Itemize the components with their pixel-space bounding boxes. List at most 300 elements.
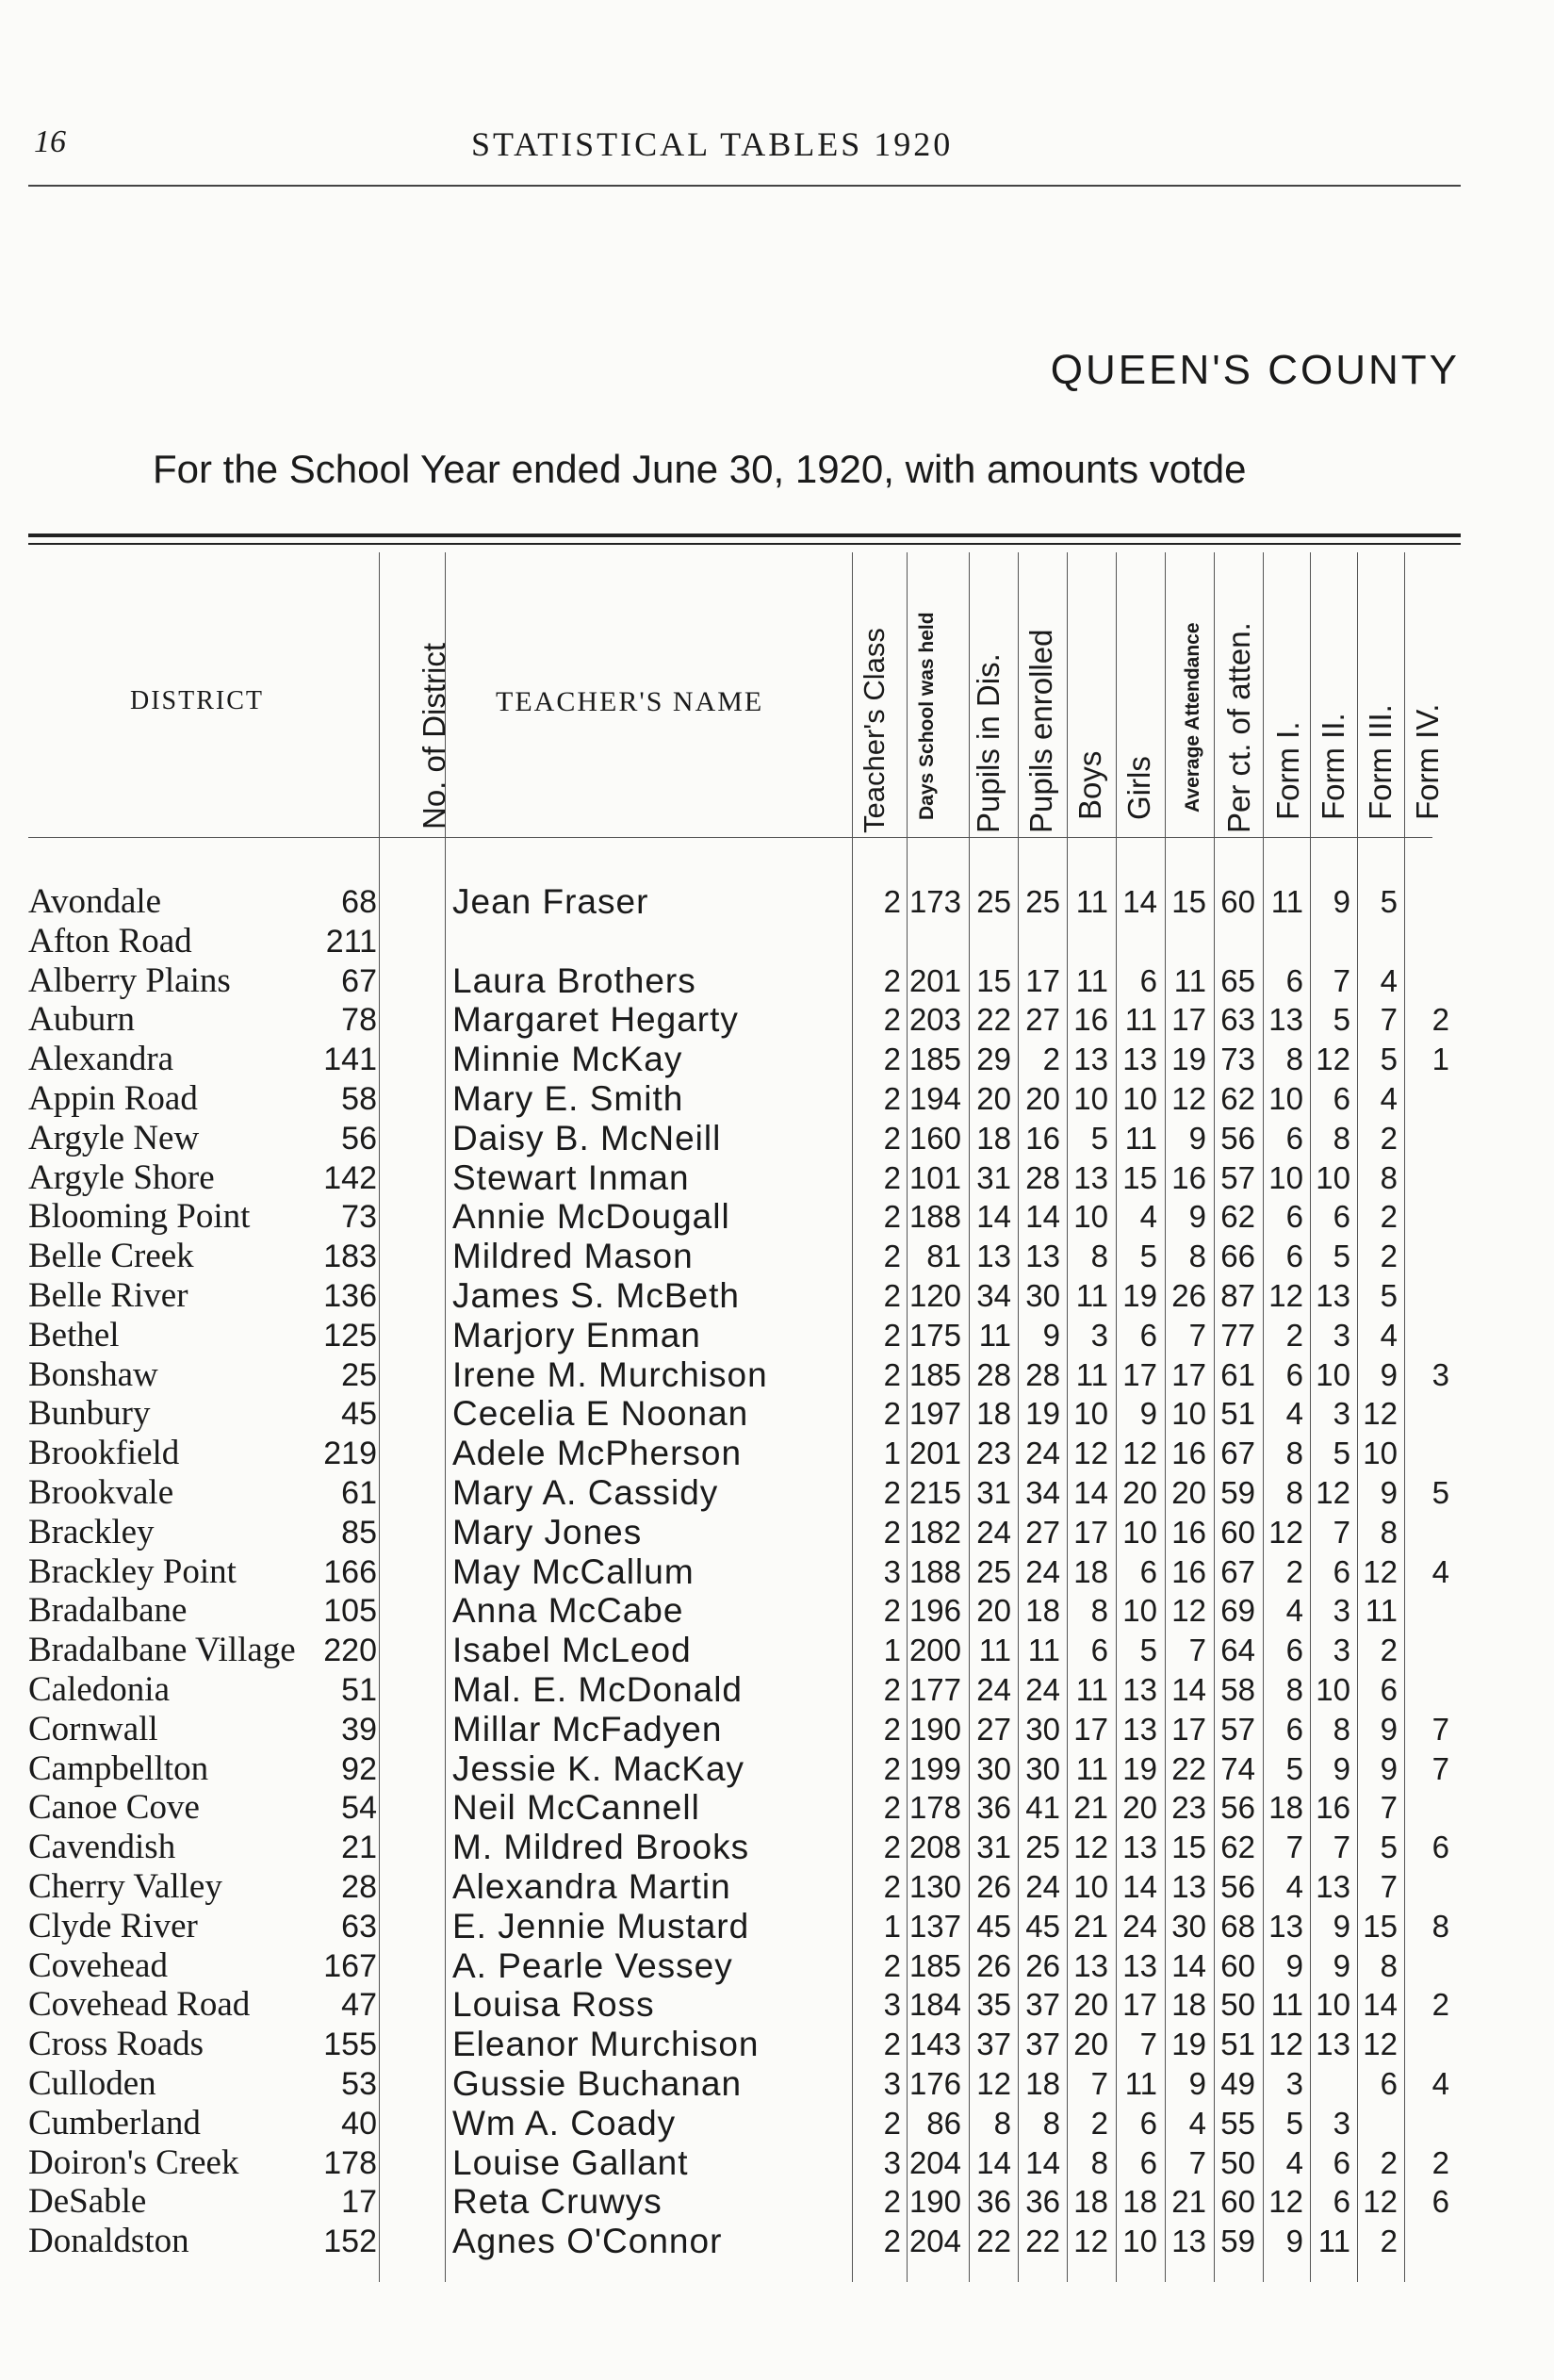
cell-cls: 2 (883, 1514, 901, 1550)
cell-pct: 56 (1220, 1790, 1255, 1826)
district-name: Covehead Road (28, 1985, 251, 2025)
cell-pct: 51 (1220, 1396, 1255, 1432)
table-row (0, 1946, 1554, 1986)
cell-days: 215 (908, 1475, 961, 1510)
county-title: QUEEN'S COUNTY (1050, 347, 1460, 393)
cell-pct: 51 (1220, 2027, 1255, 2062)
cell-boys: 11 (1075, 1356, 1108, 1392)
district-name: Appin Road (28, 1079, 198, 1118)
cell-f1: 18 (1268, 1790, 1303, 1826)
teacher-name: Mary E. Smith (452, 1079, 684, 1118)
cell-cls: 2 (883, 1790, 901, 1826)
cell-boys: 14 (1073, 1475, 1108, 1510)
cell-f3: 12 (1363, 2184, 1398, 2220)
cell-f2: 6 (1333, 2184, 1350, 2220)
table-row (0, 1000, 1554, 1040)
district-number: 211 (325, 923, 377, 960)
district-number: 67 (341, 962, 377, 999)
cell-boys: 8 (1090, 1593, 1108, 1629)
cell-boys: 5 (1090, 1120, 1108, 1156)
cell-avg: 9 (1188, 2066, 1206, 2101)
table-row (0, 1237, 1554, 1276)
district-name: Culloden (28, 2064, 156, 2103)
cell-days: 184 (908, 1987, 961, 2023)
cell-avg: 16 (1171, 1514, 1206, 1550)
cell-f1: 12 (1268, 1514, 1303, 1550)
table-row (0, 1197, 1554, 1237)
cell-avg: 7 (1188, 1317, 1206, 1353)
cell-avg: 7 (1188, 1633, 1206, 1668)
cell-f4: 5 (1431, 1475, 1449, 1510)
cell-cls: 2 (883, 1869, 901, 1904)
cell-f2: 3 (1333, 1593, 1350, 1629)
table-top-rule (28, 533, 1461, 537)
district-name: Avondale (28, 882, 162, 921)
cell-pupils: 12 (976, 2066, 1011, 2101)
cell-pupils: 37 (976, 2027, 1011, 2062)
cell-f2: 7 (1333, 962, 1350, 998)
cell-f4: 2 (1431, 1002, 1449, 1038)
cell-pct: 66 (1220, 1239, 1255, 1274)
district-name: Doiron's Creek (28, 2142, 239, 2182)
cell-cls: 2 (883, 1120, 901, 1156)
cell-girls: 10 (1122, 2224, 1157, 2259)
cell-days: 188 (908, 1199, 961, 1235)
teacher-name: Cecelia E Noonan (452, 1394, 749, 1434)
page-number: 16 (34, 124, 66, 159)
cell-pupils: 18 (976, 1396, 1011, 1432)
district-number: 61 (341, 1475, 377, 1511)
table-row (0, 1394, 1554, 1434)
cell-cls: 1 (883, 1908, 901, 1944)
cell-days: 178 (908, 1790, 961, 1826)
teacher-name: Mildred Mason (452, 1237, 694, 1276)
cell-days: 137 (908, 1908, 961, 1944)
cell-f1: 8 (1285, 1042, 1303, 1077)
cell-f2: 3 (1333, 1396, 1350, 1432)
cell-days: 182 (908, 1514, 961, 1550)
cell-f1: 8 (1285, 1436, 1303, 1471)
cell-girls: 6 (1139, 962, 1157, 998)
teacher-name: Laura Brothers (452, 960, 696, 1000)
cell-girls: 17 (1122, 1356, 1157, 1392)
cell-pupils: 25 (976, 1553, 1011, 1589)
cell-boys: 12 (1073, 2224, 1108, 2259)
district-number: 178 (323, 2144, 377, 2181)
cell-pct: 58 (1220, 1672, 1255, 1707)
table-row (0, 1828, 1554, 1867)
cell-avg: 14 (1171, 1672, 1206, 1707)
cell-f4: 6 (1431, 1830, 1449, 1865)
cell-avg: 15 (1171, 1830, 1206, 1865)
cell-enrolled: 11 (1027, 1633, 1060, 1668)
teacher-name: Louise Gallant (452, 2142, 689, 2182)
cell-f2: 10 (1316, 1159, 1350, 1195)
header-rule (28, 185, 1461, 187)
cell-f1: 6 (1285, 1356, 1303, 1392)
cell-f3: 2 (1380, 2144, 1398, 2180)
cell-f1: 6 (1285, 1711, 1303, 1747)
district-number: 152 (323, 2224, 377, 2260)
cell-girls: 13 (1122, 1947, 1157, 1983)
cell-boys: 20 (1073, 1987, 1108, 2023)
cell-pupils: 30 (976, 1750, 1011, 1786)
cell-pct: 73 (1220, 1042, 1255, 1077)
cell-avg: 7 (1188, 2144, 1206, 2180)
cell-boys: 11 (1075, 962, 1108, 998)
cell-days: 199 (908, 1750, 961, 1786)
cell-boys: 2 (1090, 2105, 1108, 2141)
cell-f1: 2 (1285, 1317, 1303, 1353)
cell-pct: 56 (1220, 1869, 1255, 1904)
cell-pct: 50 (1220, 1987, 1255, 2023)
cell-boys: 7 (1090, 2066, 1108, 2101)
district-number: 54 (341, 1790, 377, 1827)
cell-girls: 20 (1122, 1475, 1157, 1510)
cell-f3: 9 (1380, 1475, 1398, 1510)
cell-girls: 14 (1122, 884, 1157, 919)
cell-enrolled: 8 (1042, 2105, 1060, 2141)
district-number: 167 (323, 1947, 377, 1984)
cell-boys: 8 (1090, 1239, 1108, 1274)
district-number: 166 (323, 1553, 377, 1590)
teacher-name: Agnes O'Connor (452, 2222, 723, 2261)
table-row (0, 2064, 1554, 2104)
district-number: 125 (323, 1317, 377, 1354)
district-name: Alexandra (28, 1040, 174, 1079)
cell-boys: 17 (1073, 1514, 1108, 1550)
cell-avg: 14 (1171, 1947, 1206, 1983)
teacher-name: Millar McFadyen (452, 1709, 723, 1748)
cell-girls: 7 (1139, 2027, 1157, 2062)
cell-f2: 3 (1333, 1317, 1350, 1353)
cell-days: 143 (908, 2027, 961, 2062)
teacher-name: Isabel McLeod (452, 1631, 692, 1670)
teacher-name: Jessie K. MacKay (452, 1748, 745, 1788)
cell-enrolled: 14 (1025, 1199, 1060, 1235)
running-title: STATISTICAL TABLES 1920 (471, 125, 954, 163)
cell-f3: 15 (1363, 1908, 1398, 1944)
district-name: Covehead (28, 1945, 168, 1985)
cell-girls: 19 (1122, 1278, 1157, 1313)
district-number: 155 (323, 2027, 377, 2063)
cell-enrolled: 24 (1025, 1869, 1060, 1904)
district-number: 39 (341, 1711, 377, 1748)
cell-pct: 77 (1220, 1317, 1255, 1353)
district-number: 141 (323, 1042, 377, 1078)
cell-cls: 3 (883, 1553, 901, 1589)
cell-f2: 7 (1333, 1514, 1350, 1550)
cell-pupils: 25 (976, 884, 1011, 919)
cell-f3: 5 (1380, 1278, 1398, 1313)
cell-f1: 6 (1285, 1633, 1303, 1668)
teacher-name: Eleanor Murchison (452, 2025, 760, 2064)
table-row (0, 1749, 1554, 1789)
cell-f4: 7 (1431, 1750, 1449, 1786)
cell-enrolled: 16 (1025, 1120, 1060, 1156)
cell-enrolled: 37 (1025, 2027, 1060, 2062)
cell-f4: 6 (1431, 2184, 1449, 2220)
cell-girls: 10 (1122, 1593, 1157, 1629)
cell-enrolled: 22 (1025, 2224, 1060, 2259)
district-name: Auburn (28, 1000, 136, 1040)
table-row (0, 1158, 1554, 1198)
cell-enrolled: 20 (1025, 1081, 1060, 1116)
cell-cls: 2 (883, 1317, 901, 1353)
table-row (0, 961, 1554, 1001)
cell-boys: 13 (1073, 1042, 1108, 1077)
cell-f3: 2 (1380, 1239, 1398, 1274)
cell-avg: 19 (1171, 1042, 1206, 1077)
cell-pupils: 24 (976, 1672, 1011, 1707)
district-name: Belle Creek (28, 1237, 194, 1276)
cell-f3: 10 (1363, 1436, 1398, 1471)
table-row (0, 1670, 1554, 1710)
cell-avg: 15 (1171, 884, 1206, 919)
cell-f2: 8 (1333, 1711, 1350, 1747)
table-row (0, 1591, 1554, 1631)
cell-pct: 59 (1220, 1475, 1255, 1510)
teacher-name: A. Pearle Vessey (452, 1945, 733, 1985)
cell-f2: 10 (1316, 1987, 1350, 2023)
cell-pupils: 31 (976, 1159, 1011, 1195)
cell-pct: 74 (1220, 1750, 1255, 1786)
cell-f1: 11 (1270, 1987, 1303, 2023)
cell-enrolled: 28 (1025, 1356, 1060, 1392)
cell-f3: 2 (1380, 1633, 1398, 1668)
cell-girls: 24 (1122, 1908, 1157, 1944)
district-number: 68 (341, 884, 377, 920)
cell-pct: 62 (1220, 1199, 1255, 1235)
district-number: 92 (341, 1750, 377, 1787)
cell-girls: 6 (1139, 1553, 1157, 1589)
column-header-no-of-district: No. of District (417, 642, 451, 829)
cell-boys: 13 (1073, 1159, 1108, 1195)
cell-boys: 13 (1073, 1947, 1108, 1983)
cell-f2: 13 (1316, 1869, 1350, 1904)
column-header-form-1: Form I. (1270, 721, 1305, 820)
table-row (0, 1552, 1554, 1592)
cell-avg: 18 (1171, 1987, 1206, 2023)
district-name: Brookvale (28, 1473, 174, 1512)
cell-avg: 17 (1171, 1002, 1206, 1038)
district-name: Cross Roads (28, 2025, 204, 2064)
cell-f2: 10 (1316, 1672, 1350, 1707)
district-name: Bethel (28, 1315, 120, 1354)
cell-girls: 13 (1122, 1672, 1157, 1707)
district-number: 56 (341, 1120, 377, 1157)
teacher-name: Reta Cruwys (452, 2182, 662, 2222)
cell-pct: 56 (1220, 1120, 1255, 1156)
cell-girls: 11 (1124, 1002, 1157, 1038)
table-row (0, 1710, 1554, 1749)
cell-enrolled: 26 (1025, 1947, 1060, 1983)
cell-pupils: 34 (976, 1278, 1011, 1313)
cell-f3: 7 (1380, 1869, 1398, 1904)
cell-pupils: 26 (976, 1947, 1011, 1983)
cell-f1: 6 (1285, 1120, 1303, 1156)
cell-cls: 3 (883, 2144, 901, 2180)
cell-pupils: 11 (978, 1317, 1011, 1353)
cell-cls: 2 (883, 1672, 901, 1707)
cell-enrolled: 13 (1025, 1239, 1060, 1274)
cell-days: 200 (908, 1633, 961, 1668)
cell-f3: 4 (1380, 962, 1398, 998)
cell-f1: 12 (1268, 1278, 1303, 1313)
table-row (0, 2104, 1554, 2143)
district-name: Bonshaw (28, 1354, 158, 1394)
cell-girls: 11 (1124, 2066, 1157, 2101)
cell-boys: 10 (1073, 1396, 1108, 1432)
cell-cls: 2 (883, 2105, 901, 2141)
cell-pupils: 18 (976, 1120, 1011, 1156)
cell-pct: 50 (1220, 2144, 1255, 2180)
cell-pct: 60 (1220, 2184, 1255, 2220)
district-number: 47 (341, 1987, 377, 2024)
cell-f2: 9 (1333, 1908, 1350, 1944)
cell-enrolled: 25 (1025, 884, 1060, 919)
cell-avg: 17 (1171, 1711, 1206, 1747)
cell-days: 208 (908, 1830, 961, 1865)
cell-days: 197 (908, 1396, 961, 1432)
cell-f3: 8 (1380, 1947, 1398, 1983)
cell-f1: 6 (1285, 962, 1303, 998)
cell-girls: 6 (1139, 2105, 1157, 2141)
district-number: 183 (323, 1239, 377, 1275)
cell-f1: 5 (1285, 1750, 1303, 1786)
cell-days: 190 (908, 1711, 961, 1747)
cell-enrolled: 18 (1025, 2066, 1060, 2101)
cell-f1: 10 (1268, 1081, 1303, 1116)
cell-avg: 23 (1171, 1790, 1206, 1826)
cell-days: 185 (908, 1042, 961, 1077)
cell-f3: 2 (1380, 2224, 1398, 2259)
cell-enrolled: 45 (1025, 1908, 1060, 1944)
cell-f1: 10 (1268, 1159, 1303, 1195)
cell-enrolled: 14 (1025, 2144, 1060, 2180)
table-row (0, 1276, 1554, 1316)
cell-days: 176 (908, 2066, 961, 2101)
cell-f2: 5 (1333, 1002, 1350, 1038)
cell-pupils: 13 (976, 1239, 1011, 1274)
cell-avg: 10 (1171, 1396, 1206, 1432)
cell-avg: 22 (1171, 1750, 1206, 1786)
cell-cls: 2 (883, 1711, 901, 1747)
cell-f1: 8 (1285, 1672, 1303, 1707)
cell-cls: 3 (883, 2066, 901, 2101)
cell-f3: 7 (1380, 1002, 1398, 1038)
cell-cls: 2 (883, 1750, 901, 1786)
cell-f2: 9 (1333, 884, 1350, 919)
district-number: 136 (323, 1278, 377, 1314)
table-row (0, 1513, 1554, 1552)
cell-avg: 16 (1171, 1159, 1206, 1195)
cell-avg: 17 (1171, 1356, 1206, 1392)
cell-cls: 2 (883, 1278, 901, 1313)
table-row (0, 1867, 1554, 1907)
cell-enrolled: 9 (1042, 1317, 1060, 1353)
cell-f2: 10 (1316, 1356, 1350, 1392)
district-number: 58 (341, 1081, 377, 1117)
cell-avg: 26 (1171, 1278, 1206, 1313)
column-header-pupils-in-dis: Pupils in Dis. (971, 653, 1006, 833)
cell-f1: 4 (1285, 1396, 1303, 1432)
cell-cls: 2 (883, 1593, 901, 1629)
cell-pct: 64 (1220, 1633, 1255, 1668)
cell-cls: 2 (883, 1947, 901, 1983)
cell-days: 194 (908, 1081, 961, 1116)
cell-boys: 20 (1073, 2027, 1108, 2062)
district-name: Donaldston (28, 2222, 189, 2261)
column-header-per-ct-atten: Per ct. of atten. (1221, 622, 1256, 833)
cell-f1: 3 (1285, 2066, 1303, 2101)
cell-girls: 14 (1122, 1869, 1157, 1904)
cell-girls: 10 (1122, 1081, 1157, 1116)
cell-f3: 4 (1380, 1317, 1398, 1353)
table-row (0, 922, 1554, 961)
cell-cls: 2 (883, 1239, 901, 1274)
cell-girls: 10 (1122, 1514, 1157, 1550)
column-header-boys: Boys (1072, 750, 1107, 820)
column-header-teacher-name: TEACHER'S NAME (496, 686, 764, 717)
cell-days: 130 (908, 1869, 961, 1904)
cell-pupils: 14 (976, 2144, 1011, 2180)
district-name: DeSable (28, 2182, 147, 2222)
cell-avg: 12 (1171, 1081, 1206, 1116)
cell-f2: 7 (1333, 1830, 1350, 1865)
cell-avg: 16 (1171, 1553, 1206, 1589)
table-row (0, 2182, 1554, 2222)
table-row (0, 1079, 1554, 1119)
cell-pupils: 24 (976, 1514, 1011, 1550)
cell-f1: 9 (1285, 2224, 1303, 2259)
cell-enrolled: 25 (1025, 1830, 1060, 1865)
cell-boys: 11 (1075, 884, 1108, 919)
cell-enrolled: 17 (1025, 962, 1060, 998)
cell-pupils: 26 (976, 1869, 1011, 1904)
table-row (0, 1473, 1554, 1513)
cell-enrolled: 19 (1025, 1396, 1060, 1432)
cell-boys: 10 (1073, 1081, 1108, 1116)
cell-f3: 5 (1380, 1830, 1398, 1865)
column-header-teacher-class: Teacher's Class (858, 628, 891, 833)
teacher-name: Irene M. Murchison (452, 1354, 768, 1394)
cell-f2: 6 (1333, 1081, 1350, 1116)
table-row (0, 1434, 1554, 1473)
cell-cls: 3 (883, 1987, 901, 2023)
teacher-name: Mal. E. McDonald (452, 1670, 743, 1709)
cell-f1: 5 (1285, 2105, 1303, 2141)
cell-enrolled: 24 (1025, 1436, 1060, 1471)
cell-f3: 6 (1380, 1672, 1398, 1707)
cell-girls: 5 (1139, 1239, 1157, 1274)
cell-pupils: 31 (976, 1475, 1011, 1510)
cell-f2: 11 (1317, 2224, 1350, 2259)
cell-avg: 13 (1171, 2224, 1206, 2259)
cell-days: 160 (908, 1120, 961, 1156)
district-name: Cavendish (28, 1828, 176, 1867)
cell-boys: 18 (1073, 2184, 1108, 2220)
cell-cls: 1 (883, 1436, 901, 1471)
column-header-bottom-rule (28, 837, 1432, 838)
cell-pct: 87 (1220, 1278, 1255, 1313)
cell-boys: 10 (1073, 1199, 1108, 1235)
cell-boys: 12 (1073, 1830, 1108, 1865)
cell-cls: 2 (883, 1081, 901, 1116)
cell-cls: 2 (883, 1002, 901, 1038)
cell-pct: 61 (1220, 1356, 1255, 1392)
teacher-name: E. Jennie Mustard (452, 1906, 750, 1945)
